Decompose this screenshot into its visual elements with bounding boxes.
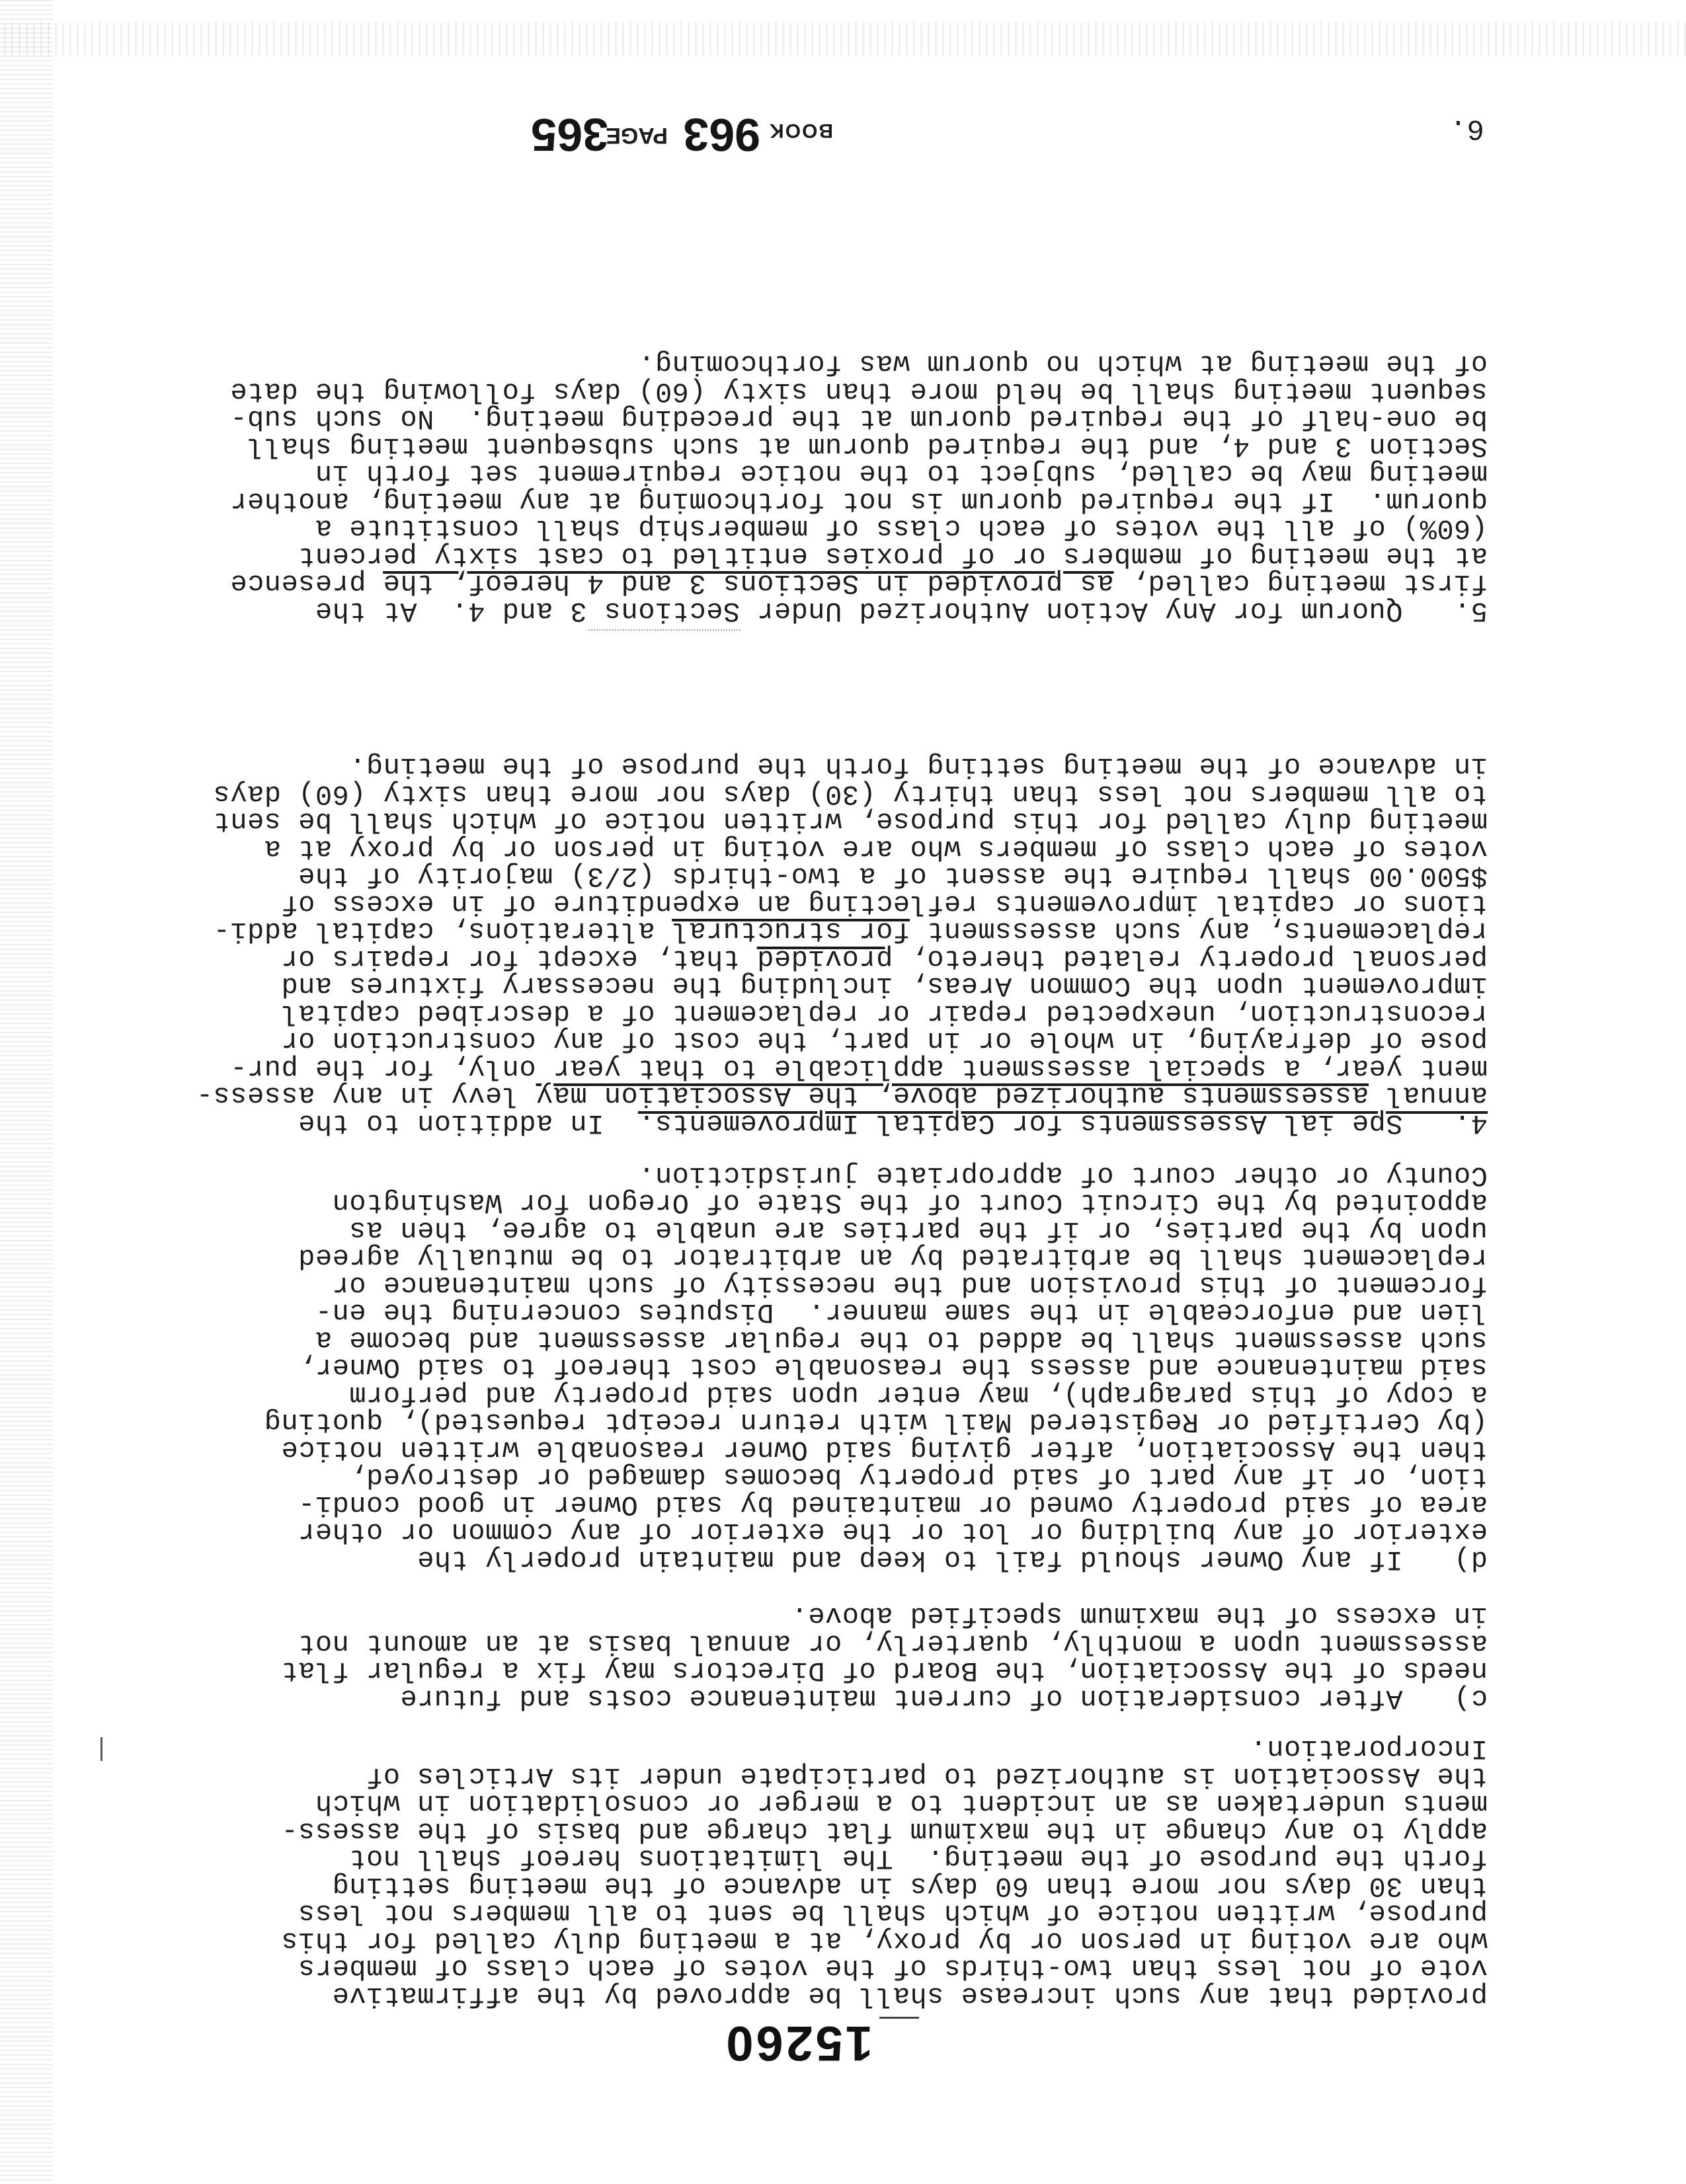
text-line: ments undertaken as an incident to a merger or consolidation in which (315, 1787, 1488, 1820)
text-line: than 30 days nor more than 60 days in advance of the meeting setting (332, 1870, 1488, 1902)
text-line: pose of defraying, in whole or in part, the cost of any construction or (281, 1025, 1488, 1057)
page-number: 6. (1449, 112, 1484, 145)
text-line: improvement upon the Common Areas, including the necessary fixtures and (281, 970, 1488, 1002)
underlined-text: as provided in Sections 3 and 4 hereof, the (383, 567, 1114, 600)
text-line: Incorporation. (1250, 1733, 1488, 1765)
text-line: such assessment shall be added to the regular assessment and become a (315, 1324, 1488, 1356)
text-line: sequent meeting shall be held more than sixty (60) days following the date (229, 375, 1488, 407)
text-line: of the meeting at which no quorum was forthcoming. (637, 348, 1488, 380)
text-line: ment year, a special assessment applicable to that year only, for the pur- (229, 1052, 1488, 1084)
text-line: provided that any such increase shall be approved by the affirmative (332, 1980, 1488, 2011)
text-line: area of said property owned or maintained by said Owner in good condi- (298, 1489, 1488, 1520)
section-c (86, 1600, 1488, 1714)
section-d (86, 1161, 1488, 1573)
carryover-paragraph (86, 1735, 1488, 2009)
text-line: reconstruction, unexpected repair or replacement of a described capital (281, 997, 1488, 1029)
text-line: Section 3 and 4, and the required quorum at such subsequent meeting shall (247, 430, 1488, 462)
text-line: meeting may be called, subject to the notice requirement set forth in (315, 457, 1488, 490)
scan-edge-noise (0, 0, 53, 2184)
text-line: at the meeting of members or of proxies entitled to cast sixty percent (298, 540, 1488, 572)
text-fragment: In addition to the (298, 1107, 638, 1139)
recording-page-label: PAGE (606, 123, 668, 148)
text-line: in excess of the maximum specified above. (791, 1600, 1488, 1632)
text-line: lien and enforceable in the same manner. Disputes concerning the en- (315, 1296, 1488, 1329)
text-line: replacement shall be arbitrated by an arbitrator to be mutually agreed (298, 1241, 1488, 1274)
underlined-text: for structural (672, 915, 910, 947)
section-4-heading (86, 1109, 1488, 1137)
text-line: quorum. If the required quorum is not forthcoming at any meeting, another (229, 485, 1488, 517)
divider (588, 628, 741, 631)
text-fragment: annual (1369, 1079, 1488, 1112)
text-line: purpose, written notice of which shall be sent to all members not less (298, 1897, 1488, 1930)
text-fragment: presence (229, 567, 383, 600)
text-line: forth the purpose of the meeting. The limitations hereof shall not (348, 1842, 1488, 1875)
underlined-text: provided (756, 943, 893, 974)
text-line: in advance of the meeting setting forth the purpose of the meeting. (348, 750, 1488, 783)
text-line (86, 1079, 1488, 1112)
book-label: BOOK (768, 120, 833, 141)
text-line: (by Certified or Registered Mail with return receipt requested), quoting (264, 1406, 1488, 1438)
text-line: tion, or if any part of said property becomes damaged or destroyed, (348, 1461, 1488, 1493)
text-line: vote of not less than two-thirds of the votes of each class of members (298, 1952, 1488, 1984)
text-line: upon by the parties, or if the parties are unable to agree, then as (348, 1214, 1488, 1246)
text-fragment: replacements, any such assessment (910, 915, 1488, 947)
document-number: 15260 (723, 2016, 873, 2071)
text-fragment: levy in any assess- (196, 1079, 536, 1112)
text-line: exterior of any building or lot or the exterior of any common or other (298, 1516, 1488, 1548)
section-4 (86, 750, 1488, 1139)
section-5 (86, 348, 1488, 627)
text-line: assessment upon a monthly, quarterly, or annual basis at an amount not (298, 1627, 1488, 1659)
text-line: needs of the Association, the Board of Directors may fix a regular flat (281, 1655, 1488, 1687)
book-number: 963 (683, 109, 760, 161)
text-line: (60%) of all the votes of each class of membership shall constitute a (315, 512, 1488, 545)
text-line: tions or capital improvements reflecting an expenditure of in excess of (281, 888, 1488, 919)
margin-mark (100, 1737, 102, 1761)
text-line: $500.00 shall require the assent of a two-thirds (2/3) majority of the (298, 860, 1488, 892)
text-line: forcement of this provision and the necessity of such maintenance or (332, 1269, 1488, 1301)
document-number-mark (879, 2017, 919, 2019)
text-fragment: that, except for repairs or (280, 943, 757, 974)
section-5-heading: 5. Quorum for Any Action Authorized Under Sections 3 and 4. At the (315, 595, 1488, 627)
text-line (86, 945, 1488, 972)
text-fragment: personal property related thereto, (893, 943, 1488, 974)
text-line: apply to any change in the maximum flat charge and basis of the assess- (281, 1815, 1488, 1847)
scan-edge-noise (0, 22, 1686, 56)
text-line: d) If any Owner should fail to keep and maintain properly the (417, 1543, 1488, 1575)
text-line: the Association is authorized to participate under its Articles of (366, 1760, 1488, 1792)
text-line: a copy of this paragraph), may enter upon said property and perform (348, 1379, 1488, 1411)
recording-page-number: 365 (531, 109, 608, 161)
section-4-title: 4. Spe ial Assessments for Capital Improvements. (637, 1107, 1488, 1139)
text-line: votes of each class of members who are voting in person or by proxy at a (264, 833, 1488, 865)
text-fragment: first meeting called, (1113, 567, 1488, 600)
underlined-text: assessments authorized above, the Association may (536, 1079, 1369, 1112)
text-line: to all members not less than thirty (30) days nor more than sixty (60) days (213, 778, 1488, 810)
text-fragment: alterations, capital addi- (213, 915, 672, 947)
text-line (86, 567, 1488, 600)
text-line (86, 917, 1488, 945)
text-line: c) After consideration of current maintenance costs and future (399, 1682, 1488, 1714)
text-line: appointed by the Circuit Court of the State of Oregon for Washington (332, 1187, 1488, 1219)
text-line: be one-half of the required quorum at the preceding meeting. No such sub- (229, 403, 1488, 435)
text-line: then the Association, after giving said Owner reasonable written notice (281, 1434, 1488, 1465)
text-line: County or other court of appropriate jurisdiction. (637, 1159, 1488, 1191)
text-line: who are voting in person or by proxy, at a meeting duly called for this (281, 1925, 1488, 1957)
text-line: meeting duly called for this purpose, written notice of which shall be sent (213, 805, 1488, 838)
text-line: said maintenance and assess the reasonable cost thereof to said Owner, (298, 1351, 1488, 1384)
